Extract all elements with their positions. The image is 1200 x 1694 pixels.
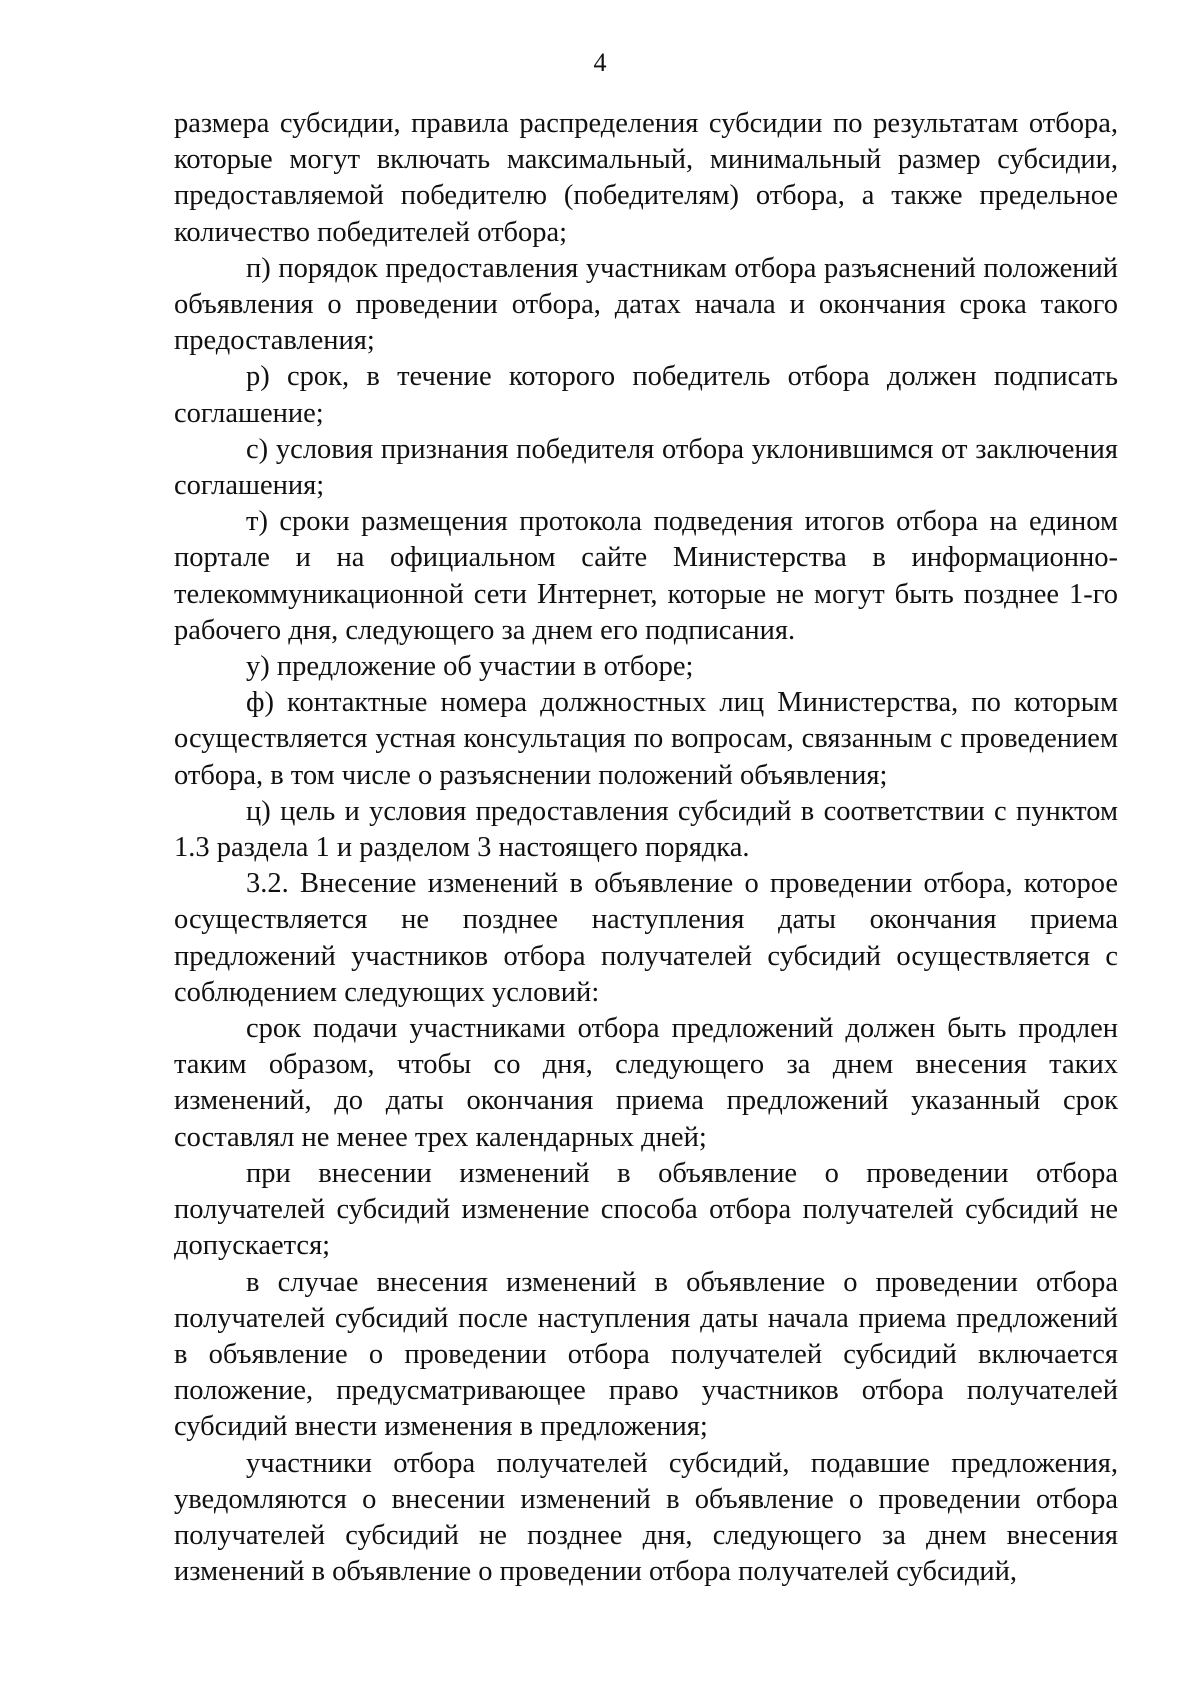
document-body	[174, 106, 1118, 1590]
paragraph-condition-method: при внесении изменений в объявление о проведении отбора получателей субсидий изменение способа отбора получателей субсидий не допускается;	[174, 1157, 1118, 1262]
paragraph-item-u: у) предложение об участии в отборе;	[246, 651, 694, 683]
paragraph-item-t: т) сроки размещения протокола подведения итогов отбора на едином портале и на официальном сайте Министерства в информационно-телекоммуникационной сети Интернет, которые не могут быть позднее 1-го рабочего дня, следующего за днем его подписания.	[174, 506, 1118, 646]
paragraph-item-p: п) порядок предоставления участникам отбора разъяснений положений объявления о проведении отбора, датах начала и окончания срока такого предоставления;	[174, 252, 1118, 357]
paragraph-clause-3-2: 3.2. Внесение изменений в объявление о проведении отбора, которое осуществляется не позднее наступления даты окончания приема предложений участников отбора получателей субсидий осуществляется с соблюдением следующих условий:	[174, 868, 1118, 1008]
paragraph-condition-deadline: срок подачи участниками отбора предложений должен быть продлен таким образом, чтобы со дня, следующего за днем внесения таких изменений, до даты окончания приема предложений указанный срок составлял не менее трех календарных дней;	[174, 1013, 1118, 1153]
paragraph-condition-notification: участники отбора получателей субсидий, подавшие предложения, уведомляются о внесении изменений в объявление о проведении отбора получателей субсидий не позднее дня, следующего за днем внесения изменений в объявление о проведении отбора получателей субсидий,	[174, 1447, 1118, 1588]
paragraph-item-f: ф) контактные номера должностных лиц Министерства, по которым осуществляется устная консультация по вопросам, связанным с проведением отбора, в том числе о разъяснении положений объявления;	[174, 687, 1118, 791]
paragraph-item-r: р) срок, в течение которого победитель отбора должен подписать соглашение;	[174, 361, 1118, 429]
paragraph-continuation: размера субсидии, правила распределения субсидии по результатам отбора, которые могут включать максимальный, минимальный размер субсидии, предоставляемой победителю (победителям) отбора, а также предельное количество победителей отбора;	[174, 108, 1118, 248]
paragraph-item-ts: ц) цель и условия предоставления субсидий в соответствии с пунктом 1.3 раздела 1 и разделом 3 настоящего порядка.	[174, 795, 1118, 864]
page-number: 4	[593, 48, 607, 77]
paragraph-item-s: с) условия признания победителя отбора уклонившимся от заключения соглашения;	[174, 433, 1118, 502]
paragraph-condition-changes: в случае внесения изменений в объявление о проведении отбора получателей субсидий после наступления даты начала приема предложений в объявление о проведении отбора получателей субсидий включается положение, предусматривающее право участников отбора получателей субсидий внести изменения в предложения;	[174, 1266, 1118, 1443]
